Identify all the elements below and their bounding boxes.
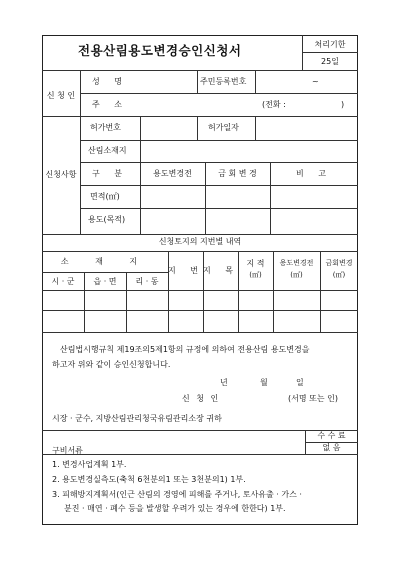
divider — [302, 52, 358, 53]
divider — [42, 310, 358, 311]
divider — [42, 332, 358, 333]
before-change-header: 용도변경전 — [279, 259, 314, 267]
eup-myeon-header: 읍 · 면 — [93, 277, 117, 286]
day-label: 일 — [296, 378, 304, 387]
resident-id-label: 주민등록번호 — [200, 77, 247, 86]
divider — [42, 251, 358, 252]
processing-period-value: 25일 — [321, 57, 339, 66]
current-change-label: 금 회 변 경 — [218, 169, 257, 178]
resident-id-separator: ~ — [312, 77, 319, 86]
divider — [255, 116, 256, 140]
forest-location-label: 산림소재지 — [88, 146, 127, 155]
si-gun-header: 시 · 군 — [51, 277, 75, 286]
remark-label: 비 고 — [296, 169, 332, 178]
lot-number-header: 지 번 — [168, 266, 204, 275]
signature-note: (서명 또는 인) — [288, 394, 338, 403]
required-doc-item: 3. 피해방지계획서(인근 산림의 경영에 피해를 주거나, 토사유출 · 가스 · — [52, 490, 302, 499]
required-doc-item: 분진 · 매연 · 폐수 등을 발생할 우려가 있는 경우에 한한다) 1부. — [64, 504, 286, 513]
parcel-area-header: 지 적 — [246, 259, 265, 268]
use-purpose-label: 용도(목적) — [88, 215, 126, 224]
divider — [80, 93, 358, 94]
divider — [42, 454, 358, 455]
signer-label: 신 청 인 — [182, 394, 221, 403]
ri-dong-header: 리 · 동 — [135, 277, 159, 286]
required-doc-item: 1. 변경사업계획 1부. — [52, 460, 127, 469]
divider — [42, 290, 358, 291]
form-title: 전용산림용도변경승인신청서 — [78, 43, 242, 58]
month-label: 월 — [260, 378, 268, 387]
parcel-table-title: 신청토지의 지번별 내역 — [158, 237, 242, 246]
current-change-header: 금회변경 — [325, 259, 353, 267]
divider — [197, 116, 198, 140]
addressee: 시장 · 군수, 지방산림관리청국유림관리소장 귀하 — [52, 414, 222, 423]
permit-date-label: 허가일자 — [208, 123, 239, 132]
divider — [80, 162, 358, 163]
area-label: 면적(㎡) — [90, 192, 120, 201]
divider — [255, 70, 256, 93]
current-change-unit: (㎡) — [332, 271, 346, 279]
divider — [42, 116, 358, 117]
before-change-label: 용도변경전 — [153, 169, 192, 178]
divider — [42, 272, 168, 273]
divider — [42, 70, 358, 71]
parcel-area-unit: (㎡) — [249, 271, 262, 279]
divider — [80, 70, 81, 234]
permit-number-label: 허가번호 — [90, 123, 121, 132]
required-docs-heading: 구비서류 — [52, 446, 83, 455]
divider — [80, 185, 358, 186]
required-doc-item: 2. 용도변경실측도(축척 6천분의1 또는 3천분의1) 1부. — [52, 475, 246, 484]
year-label: 년 — [220, 378, 228, 387]
details-section-label: 신청사항 — [45, 170, 77, 179]
divider — [80, 140, 358, 141]
land-category-header: 지 목 — [203, 266, 239, 275]
before-change-unit: (㎡) — [290, 271, 303, 279]
fee-value: 없 음 — [322, 443, 341, 452]
divider — [42, 234, 358, 235]
phone-close: ) — [341, 100, 345, 109]
divider — [168, 251, 169, 332]
applicant-section-label: 신 청 인 — [46, 91, 76, 100]
declaration-line-2: 하고자 위와 같이 승인신청합니다. — [52, 360, 171, 369]
category-label: 구 분 — [92, 169, 128, 178]
divider — [203, 251, 204, 332]
phone-label: (전화 : — [262, 100, 286, 109]
divider — [197, 70, 198, 93]
name-label: 성 명 — [92, 77, 128, 86]
address-label: 주 소 — [92, 100, 128, 109]
declaration-line-1: 산림법시행규칙 제19조의5제1항의 규정에 의하여 전용산림 용도변경을 — [60, 345, 310, 354]
location-header: 소 재 지 — [60, 257, 150, 266]
processing-period-label: 처리기한 — [314, 40, 346, 49]
divider — [80, 208, 358, 209]
fee-label: 수 수 료 — [317, 431, 346, 440]
